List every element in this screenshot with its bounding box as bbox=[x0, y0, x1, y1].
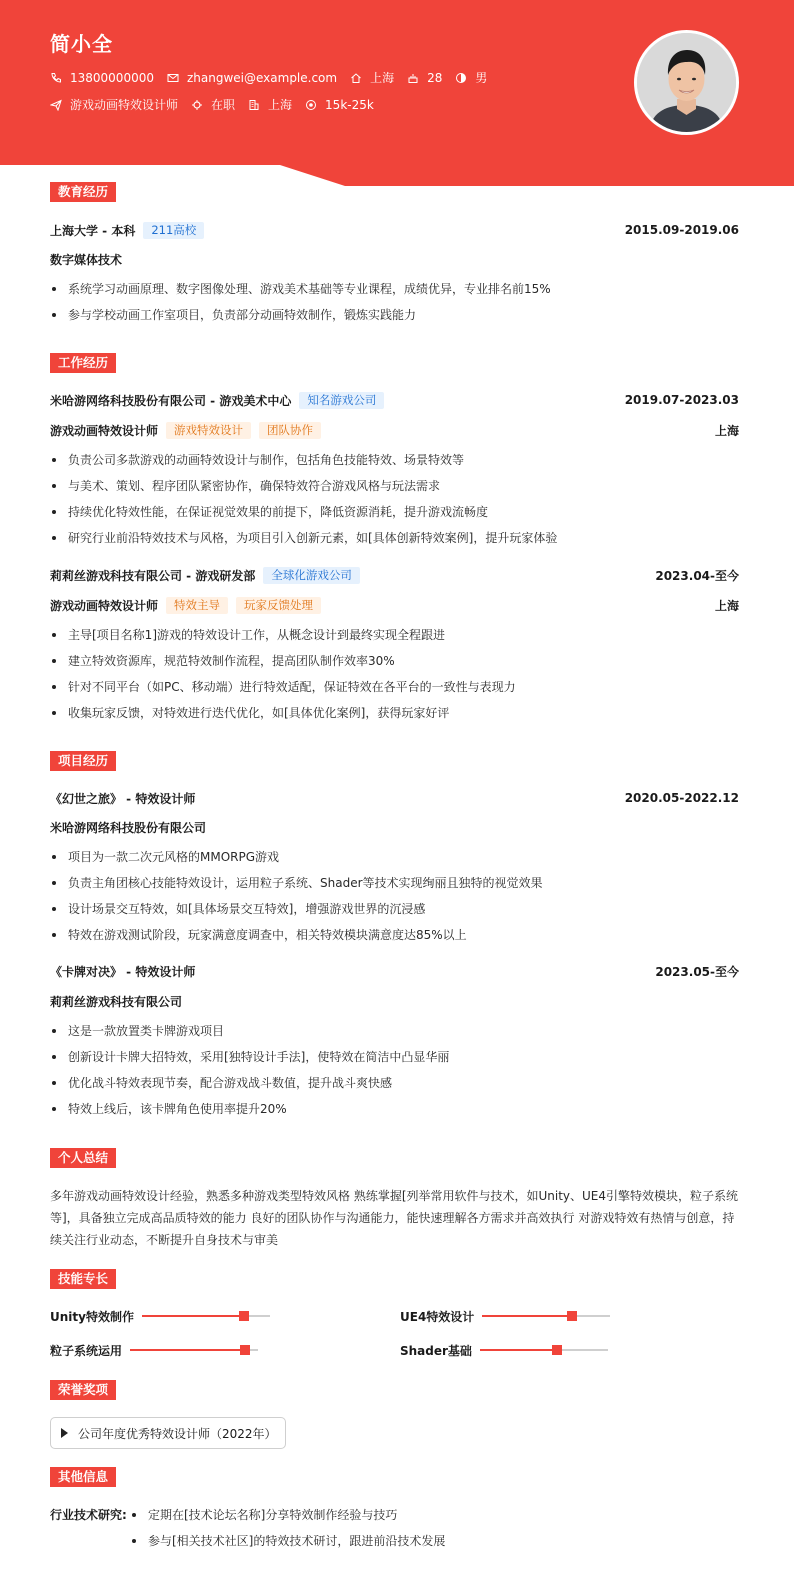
skill-bar-knob bbox=[567, 1311, 577, 1321]
list-item: 建立特效资源库，规范特效制作流程，提高团队制作效率30% bbox=[50, 652, 739, 678]
mail-icon bbox=[167, 72, 179, 84]
project-title: 《卡牌对决》 - 特效设计师 bbox=[50, 964, 196, 979]
list-item: 持续优化特效性能，在保证视觉效果的前提下，降低资源消耗，提升游戏流畅度 bbox=[50, 503, 739, 529]
section-title: 项目经历 bbox=[50, 751, 116, 771]
work-city: 上海 bbox=[714, 423, 739, 438]
section-title: 个人总结 bbox=[50, 1148, 116, 1168]
role-title: 游戏动画特效设计师 bbox=[50, 423, 159, 438]
project-2-header bbox=[50, 962, 739, 980]
list-item: 针对不同平台（如PC、移动端）进行特效适配，保证特效在各平台的一致性与表现力 bbox=[50, 678, 739, 704]
education-major-row bbox=[50, 250, 739, 268]
other-label: 行业技术研究: bbox=[50, 1508, 127, 1522]
avatar-portrait bbox=[637, 33, 736, 132]
skill-bar-knob bbox=[239, 1311, 249, 1321]
skill-bar-fill bbox=[130, 1349, 245, 1351]
section-work bbox=[50, 353, 739, 373]
section-title: 教育经历 bbox=[50, 182, 116, 202]
list-item: 特效上线后，该卡牌角色使用率提升20% bbox=[50, 1100, 739, 1126]
cake-icon bbox=[407, 72, 419, 84]
section-divider bbox=[50, 760, 739, 761]
section-title: 工作经历 bbox=[50, 353, 116, 373]
work-2-bullets bbox=[50, 626, 739, 730]
list-item: 主导[项目名称1]游戏的特效设计工作，从概念设计到最终实现全程跟进 bbox=[50, 626, 739, 652]
role-title: 游戏动画特效设计师 bbox=[50, 598, 159, 613]
play-triangle-icon bbox=[61, 1428, 68, 1438]
role-tag: 游戏特效设计 bbox=[166, 422, 251, 439]
project-1-header bbox=[50, 789, 739, 807]
list-item: 参与[相关技术社区]的特效技术研讨，跟进前沿技术发展 bbox=[130, 1532, 445, 1558]
section-education bbox=[50, 182, 739, 202]
project-period: 2023.05-至今 bbox=[655, 964, 739, 979]
skill-particles bbox=[50, 1340, 258, 1360]
education-bullets bbox=[50, 280, 739, 332]
job-target-info bbox=[50, 96, 178, 113]
salary-text: 15k-25k bbox=[325, 97, 374, 112]
company-name: 米哈游网络科技股份有限公司 - 游戏美术中心 bbox=[50, 393, 292, 408]
skill-bar-knob bbox=[240, 1345, 250, 1355]
section-title: 荣誉奖项 bbox=[50, 1380, 116, 1400]
award-text: 公司年度优秀特效设计师（2022年） bbox=[78, 1426, 277, 1441]
skill-name: Unity特效制作 bbox=[50, 1309, 134, 1324]
company-tag: 全球化游戏公司 bbox=[263, 567, 360, 584]
other-bullets bbox=[130, 1506, 445, 1558]
company-tag: 知名游戏公司 bbox=[299, 392, 384, 409]
summary-text: 多年游戏动画特效设计经验，熟悉多种游戏类型特效风格 熟练掌握[列举常用软件与技术，如Unity、UE4引擎特效模块，粒子系统等]，具备独立完成高品质特效的能力 良好的团队协作与沟通能力，能快速理解各方需求并高效执行 对游戏特效有热情与创意，持续关注行业动态，不断提升自身技术与审美 bbox=[50, 1189, 739, 1247]
phone-info bbox=[50, 71, 154, 85]
age-info bbox=[407, 71, 442, 85]
list-item: 特效在游戏测试阶段，玩家满意度调查中，相关特效模块满意度达85%以上 bbox=[50, 926, 739, 952]
project-2-company-row bbox=[50, 992, 739, 1010]
skill-name: UE4特效设计 bbox=[400, 1309, 475, 1324]
list-item: 这是一款放置类卡牌游戏项目 bbox=[50, 1022, 739, 1048]
school-name: 上海大学 - 本科 bbox=[50, 223, 136, 238]
work-1-header bbox=[50, 391, 739, 409]
section-divider bbox=[50, 1157, 739, 1158]
list-item: 负责公司多款游戏的动画特效设计与制作，包括角色技能特效、场景特效等 bbox=[50, 451, 739, 477]
section-projects bbox=[50, 751, 739, 771]
job-intent-row bbox=[50, 96, 387, 113]
location-text: 上海 bbox=[370, 71, 395, 85]
list-item: 系统学习动画原理、数字图像处理、游戏美术基础等专业课程，成绩优异，专业排名前15% bbox=[50, 280, 739, 306]
section-divider bbox=[50, 1476, 739, 1477]
home-icon bbox=[350, 72, 362, 84]
list-item: 研究行业前沿特效技术与风格，为项目引入创新元素，如[具体创新特效案例]，提升玩家体验 bbox=[50, 529, 739, 555]
phone-icon bbox=[50, 72, 62, 84]
role-tag: 玩家反馈处理 bbox=[236, 597, 321, 614]
list-item: 收集玩家反馈，对特效进行迭代优化，如[具体优化案例]，获得玩家好评 bbox=[50, 704, 739, 730]
work-period: 2019.07-2023.03 bbox=[624, 393, 739, 407]
project-company: 米哈游网络科技股份有限公司 bbox=[50, 820, 207, 835]
role-tag: 特效主导 bbox=[166, 597, 228, 614]
section-other bbox=[50, 1467, 739, 1487]
send-icon bbox=[50, 99, 62, 111]
status-icon bbox=[191, 99, 203, 111]
status-text: 在职 bbox=[211, 98, 236, 112]
list-item: 定期在[技术论坛名称]分享特效制作经验与技巧 bbox=[130, 1506, 445, 1532]
skill-bar-fill bbox=[482, 1315, 572, 1317]
project-period: 2020.05-2022.12 bbox=[624, 791, 739, 805]
list-item: 项目为一款二次元风格的MMORPG游戏 bbox=[50, 848, 739, 874]
candidate-name: 简小全 bbox=[50, 32, 113, 56]
project-2-bullets bbox=[50, 1022, 739, 1126]
major: 数字媒体技术 bbox=[50, 252, 123, 267]
salary-info bbox=[305, 98, 374, 112]
list-item: 优化战斗特效表现节奏，配合游戏战斗数值，提升战斗爽快感 bbox=[50, 1074, 739, 1100]
skill-bar bbox=[480, 1349, 608, 1351]
section-divider bbox=[50, 1278, 739, 1279]
section-summary bbox=[50, 1148, 739, 1168]
company-name: 莉莉丝游戏科技有限公司 - 游戏研发部 bbox=[50, 568, 256, 583]
resume-header bbox=[0, 0, 794, 186]
project-title: 《幻世之旅》 - 特效设计师 bbox=[50, 791, 196, 806]
project-1-company-row bbox=[50, 818, 739, 836]
skill-bar-fill bbox=[480, 1349, 557, 1351]
skill-unity bbox=[50, 1306, 270, 1326]
age-text: 28 bbox=[427, 70, 443, 85]
project-company: 莉莉丝游戏科技有限公司 bbox=[50, 994, 183, 1009]
phone-text: 13800000000 bbox=[70, 70, 154, 85]
work-1-role bbox=[50, 421, 739, 439]
list-item: 负责主角团核心技能特效设计，运用粒子系统、Shader等技术实现绚丽且独特的视觉效果 bbox=[50, 874, 739, 900]
skill-bar-knob bbox=[552, 1345, 562, 1355]
job-target-text: 游戏动画特效设计师 bbox=[70, 98, 179, 112]
section-divider bbox=[50, 1389, 739, 1390]
expected-city-text: 上海 bbox=[268, 98, 293, 112]
work-city: 上海 bbox=[714, 598, 739, 613]
work-2-role bbox=[50, 596, 739, 614]
expected-city-info bbox=[248, 96, 292, 113]
work-1-bullets bbox=[50, 451, 739, 555]
skill-ue4 bbox=[400, 1306, 610, 1326]
location-info bbox=[350, 69, 394, 86]
list-item: 与美术、策划、程序团队紧密协作，确保特效符合游戏风格与玩法需求 bbox=[50, 477, 739, 503]
section-skills bbox=[50, 1269, 739, 1289]
building-icon bbox=[248, 99, 260, 111]
avatar bbox=[634, 30, 739, 135]
gender-icon bbox=[455, 72, 467, 84]
salary-icon bbox=[305, 99, 317, 111]
skill-bar bbox=[142, 1315, 270, 1317]
list-item: 创新设计卡牌大招特效，采用[独特设计手法]，使特效在简洁中凸显华丽 bbox=[50, 1048, 739, 1074]
section-awards bbox=[50, 1380, 739, 1400]
skill-bar-fill bbox=[142, 1315, 244, 1317]
project-1-bullets bbox=[50, 848, 739, 952]
contact-row bbox=[50, 69, 500, 86]
section-title: 其他信息 bbox=[50, 1467, 116, 1487]
email-info bbox=[167, 71, 337, 85]
list-item: 参与学校动画工作室项目，负责部分动画特效制作，锻炼实践能力 bbox=[50, 306, 739, 332]
award-item[interactable] bbox=[50, 1417, 286, 1449]
education-header bbox=[50, 221, 739, 239]
school-tag: 211高校 bbox=[143, 222, 204, 239]
section-divider bbox=[50, 362, 739, 363]
email-text: zhangwei@example.com bbox=[186, 70, 338, 85]
section-title: 技能专长 bbox=[50, 1269, 116, 1289]
gender-info bbox=[455, 69, 487, 86]
work-2-header bbox=[50, 566, 739, 584]
status-info bbox=[191, 96, 235, 113]
skill-shader bbox=[400, 1340, 608, 1360]
skill-name: 粒子系统运用 bbox=[50, 1343, 123, 1358]
list-item: 设计场景交互特效，如[具体场景交互特效]，增强游戏世界的沉浸感 bbox=[50, 900, 739, 926]
skill-bar bbox=[130, 1349, 258, 1351]
skill-name: Shader基础 bbox=[400, 1343, 472, 1358]
work-period: 2023.04-至今 bbox=[655, 568, 739, 583]
section-divider bbox=[50, 191, 739, 192]
gender-text: 男 bbox=[475, 71, 488, 85]
role-tag: 团队协作 bbox=[259, 422, 321, 439]
skill-bar bbox=[482, 1315, 610, 1317]
education-period: 2015.09-2019.06 bbox=[624, 223, 739, 237]
